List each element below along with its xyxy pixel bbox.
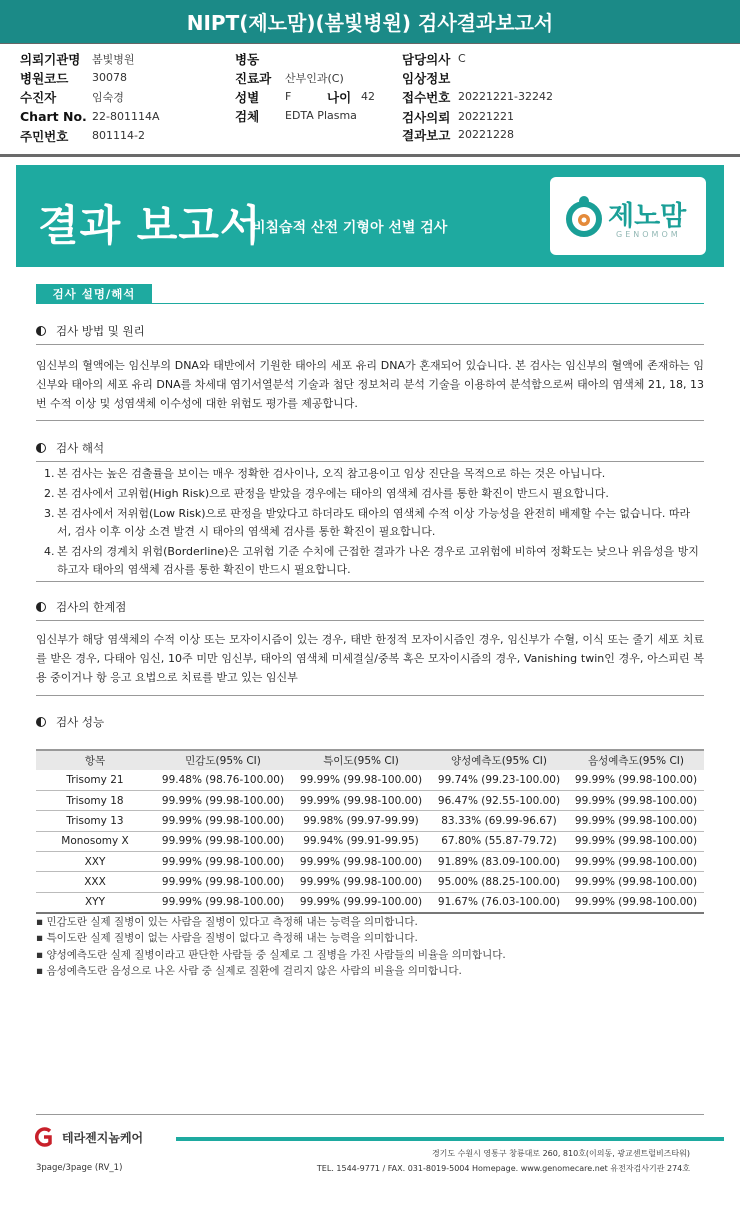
- list-item: [44, 465, 704, 483]
- info-label: 임상정보: [402, 70, 451, 86]
- table-cell: 99.99% (99.98-100.00): [568, 831, 704, 851]
- half-circle-bullet-icon: [36, 326, 46, 336]
- info-row: [20, 126, 145, 145]
- company-contact: TEL. 1544-9771 / FAX. 031-8019-5004 Homepage. www.genomecare.net 유전자검사기관 274호: [316, 1164, 690, 1173]
- divider: [36, 303, 704, 304]
- table-cell: 83.33% (69.99-96.67): [430, 811, 568, 831]
- table-cell: 99.99% (99.98-100.00): [292, 770, 430, 790]
- table-row: [36, 892, 704, 912]
- info-label: Chart No.: [20, 109, 87, 124]
- info-label: 성별: [235, 89, 260, 105]
- info-value: 22-801114A: [92, 110, 160, 123]
- table-cell: 99.99% (99.98-100.00): [568, 872, 704, 892]
- half-circle-bullet-icon: [36, 717, 46, 727]
- table-cell: 99.99% (99.99-100.00): [292, 892, 430, 912]
- section-tab: 검사 설명/해석: [36, 284, 152, 304]
- table-row: [36, 790, 704, 810]
- table-cell: 91.67% (76.03-100.00): [430, 892, 568, 912]
- table-cell: 96.47% (92.55-100.00): [430, 790, 568, 810]
- logo-text: 제노맘: [608, 201, 687, 232]
- info-row: [20, 107, 159, 126]
- note-item: ▪ 민감도란 실제 질병이 있는 사람을 질병이 있다고 측정해 내는 능력을 의미합니다.: [36, 916, 418, 928]
- report-banner: [16, 165, 724, 267]
- table-cell: 99.99% (99.98-100.00): [154, 811, 292, 831]
- genomom-logo: [550, 177, 706, 255]
- column-header: 특이도(95% CI): [292, 750, 430, 770]
- table-cell: Trisomy 18: [36, 790, 154, 810]
- column-header: 음성예측도(95% CI): [568, 750, 704, 770]
- table-cell: 99.99% (99.98-100.00): [292, 852, 430, 872]
- table-cell: 99.99% (99.98-100.00): [568, 892, 704, 912]
- section-heading: [36, 323, 145, 339]
- info-value: F: [285, 90, 292, 103]
- divider: [36, 420, 704, 421]
- info-value: 42: [361, 90, 375, 103]
- table-cell: 99.99% (99.98-100.00): [568, 811, 704, 831]
- note-item: ▪ 특이도란 실제 질병이 없는 사람을 질병이 없다고 측정해 내는 능력을 의미합니다.: [36, 932, 418, 945]
- interpretation-list: [44, 465, 704, 581]
- table-row: [36, 770, 704, 790]
- info-row: [235, 49, 285, 68]
- table-cell: 99.99% (99.98-100.00): [154, 892, 292, 912]
- table-header-row: [36, 750, 704, 770]
- table-cell: Trisomy 13: [36, 811, 154, 831]
- info-value: 20221221-32242: [458, 90, 553, 103]
- info-label: 검사의뢰: [402, 109, 451, 125]
- company-logo-icon: [32, 1127, 58, 1147]
- info-row: [402, 68, 458, 87]
- table-cell: 99.99% (99.98-100.00): [154, 872, 292, 892]
- page-number: 3page/3page (RV_1): [36, 1163, 123, 1173]
- section-heading: [36, 599, 126, 615]
- table-row: [36, 831, 704, 851]
- info-label: 병원코드: [20, 70, 69, 86]
- info-row: [235, 87, 375, 106]
- table-cell: XXX: [36, 872, 154, 892]
- info-row: [20, 68, 127, 87]
- info-row: [402, 87, 553, 106]
- column-header: 민감도(95% CI): [154, 750, 292, 770]
- info-label: 수진자: [20, 89, 57, 105]
- info-value: 20221228: [458, 128, 514, 141]
- info-row: [235, 68, 344, 87]
- company-logo: [32, 1127, 143, 1147]
- table-cell: Trisomy 21: [36, 770, 154, 790]
- table-cell: 99.99% (99.98-100.00): [292, 790, 430, 810]
- list-item: [44, 543, 704, 579]
- table-cell: 99.99% (99.98-100.00): [154, 790, 292, 810]
- table-cell: XXY: [36, 852, 154, 872]
- info-value: 산부인과(C): [285, 71, 344, 85]
- info-label: 병동: [235, 51, 260, 67]
- performance-notes: [36, 914, 704, 980]
- item-number: 4.: [44, 545, 55, 558]
- half-circle-bullet-icon: [36, 443, 46, 453]
- divider: [36, 461, 704, 462]
- info-label: 나이: [327, 89, 352, 105]
- table-cell: 67.80% (55.87-79.72): [430, 831, 568, 851]
- table-row: [36, 852, 704, 872]
- info-row: [402, 107, 514, 126]
- method-text: 임신부의 혈액에는 임신부의 DNA와 태반에서 기원한 태아의 세포 유리 DNA가 혼재되어 있습니다. 본 검사는 임신부의 혈액에 존재하는 임신부와 태아의 세포 유리 DNA를 차세대 염기서열분석 기술과 첨단 정보처리 분석 기술을 이용하여 분석함으로써 태아의 염색체 21, 18, 13번 수적 이상 및 성염색체 이수성에 대한 위험도 평가를 제공합니다.: [36, 359, 704, 410]
- info-value: C: [458, 52, 466, 65]
- table-cell: 99.99% (99.98-100.00): [154, 852, 292, 872]
- table-cell: 99.48% (98.76-100.00): [154, 770, 292, 790]
- table-cell: 95.00% (88.25-100.00): [430, 872, 568, 892]
- info-row: [402, 125, 514, 144]
- patient-info: [20, 47, 740, 151]
- divider: [36, 695, 704, 696]
- table-cell: 91.89% (83.09-100.00): [430, 852, 568, 872]
- info-label: 결과보고: [402, 127, 451, 143]
- table-cell: XYY: [36, 892, 154, 912]
- info-label: 접수번호: [402, 89, 451, 105]
- info-label: 담당의사: [402, 51, 451, 67]
- info-label: 검체: [235, 108, 260, 124]
- item-text: 본 검사에서 저위험(Low Risk)으로 판정을 받았다고 하더라도 태아의 염색체 수적 이상 가능성을 완전히 배제할 수는 없습니다. 따라서, 검사 이후 이상 소견 발견 시 태아의 염색체 검사를 통한 확진이 필요합니다.: [57, 507, 691, 538]
- divider: [36, 1114, 704, 1115]
- company-name: 테라젠지놈케어: [62, 1130, 144, 1145]
- table-cell: 99.99% (99.98-100.00): [568, 770, 704, 790]
- footer-accent-bar: [176, 1137, 724, 1141]
- divider: [36, 581, 704, 582]
- divider: [36, 344, 704, 345]
- table-cell: 99.99% (99.98-100.00): [292, 872, 430, 892]
- table-cell: Monosomy X: [36, 831, 154, 851]
- table-cell: 99.99% (99.98-100.00): [568, 790, 704, 810]
- item-text: 본 검사는 높은 검출률을 보이는 매우 정확한 검사이나, 오직 참고용이고 임상 진단을 목적으로 하는 것은 아닙니다.: [57, 467, 606, 480]
- company-address: 경기도 수원시 영통구 창룡대로 260, 810호(이의동, 광교센트럴비즈타워): [431, 1149, 690, 1158]
- info-row: [20, 49, 135, 68]
- table-cell: 99.99% (99.98-100.00): [568, 852, 704, 872]
- note-item: ▪ 음성예측도란 음성으로 나온 사람 중 실제로 질환에 걸리지 않은 사람의 비율을 의미합니다.: [36, 965, 462, 978]
- heading-text: 검사 성능: [56, 715, 105, 729]
- divider: [36, 620, 704, 621]
- info-value: 봄빛병원: [92, 52, 135, 66]
- heading-text: 검사 해석: [56, 441, 105, 455]
- info-value: 임숙경: [92, 90, 124, 104]
- info-label: 주민번호: [20, 128, 69, 144]
- genomom-logo-icon: [564, 195, 604, 239]
- table-row: [36, 872, 704, 892]
- banner-title: 결과 보고서: [38, 201, 262, 250]
- list-item: [44, 485, 704, 503]
- table-cell: 99.99% (99.98-100.00): [154, 831, 292, 851]
- section-heading: [36, 714, 104, 730]
- info-value: 20221221: [458, 110, 514, 123]
- item-text: 본 검사의 경계치 위험(Borderline)은 고위험 기준 수치에 근접한 결과가 나온 경우로 고위험에 비하여 정확도는 낮으나 위음성을 방지하고자 태아의 염색체 검사를 통한 확진이 반드시 필요합니다.: [57, 545, 699, 576]
- column-header: 항목: [36, 750, 154, 770]
- item-number: 3.: [44, 507, 55, 520]
- heading-text: 검사 방법 및 원리: [56, 324, 145, 338]
- info-label: 의뢰기관명: [20, 51, 81, 67]
- column-header: 양성예측도(95% CI): [430, 750, 568, 770]
- item-number: 2.: [44, 487, 55, 500]
- half-circle-bullet-icon: [36, 602, 46, 612]
- section-heading: [36, 440, 104, 456]
- info-row: [235, 106, 357, 125]
- info-label: 진료과: [235, 70, 272, 86]
- table-cell: 99.74% (99.23-100.00): [430, 770, 568, 790]
- report-title: NIPT(제노맘)(봄빛병원) 검사결과보고서: [0, 0, 740, 44]
- logo-subtext: GENOMOM: [616, 230, 681, 239]
- info-value: 30078: [92, 71, 127, 84]
- table-cell: 99.94% (99.91-99.95): [292, 831, 430, 851]
- info-value: 801114-2: [92, 129, 145, 142]
- table-cell: 99.98% (99.97-99.99): [292, 811, 430, 831]
- info-row: [20, 87, 124, 106]
- info-row: [402, 49, 466, 68]
- list-item: [44, 505, 704, 541]
- table-row: [36, 811, 704, 831]
- banner-subtitle: 비침습적 산전 기형아 선별 검사: [252, 220, 448, 236]
- heading-text: 검사의 한계점: [56, 600, 127, 614]
- item-number: 1.: [44, 467, 55, 480]
- note-item: ▪ 양성예측도란 실제 질병이라고 판단한 사람들 중 실제로 그 질병을 가진 사람들의 비율을 의미합니다.: [36, 948, 506, 961]
- divider: [0, 154, 740, 157]
- info-value: EDTA Plasma: [285, 109, 357, 122]
- limitations-text: 임신부가 해당 염색체의 수적 이상 또는 모자이시즘이 있는 경우, 태반 한정적 모자이시즘인 경우, 임신부가 수혈, 이식 또는 줄기 세포 치료를 받은 경우, 다태아 임신, 10주 미만 임신부, 태아의 염색체 미세결실/중복 혹은 모자이시즘의 경우, Vanishing twin인 경우, 아스피린 복용 중이거나 항 응고 요법으로 치료를 받고 있는 임신부: [36, 633, 704, 684]
- performance-table: [36, 749, 704, 914]
- item-text: 본 검사에서 고위험(High Risk)으로 판정을 받았을 경우에는 태아의 염색체 검사를 통한 확진이 반드시 필요합니다.: [57, 487, 609, 500]
